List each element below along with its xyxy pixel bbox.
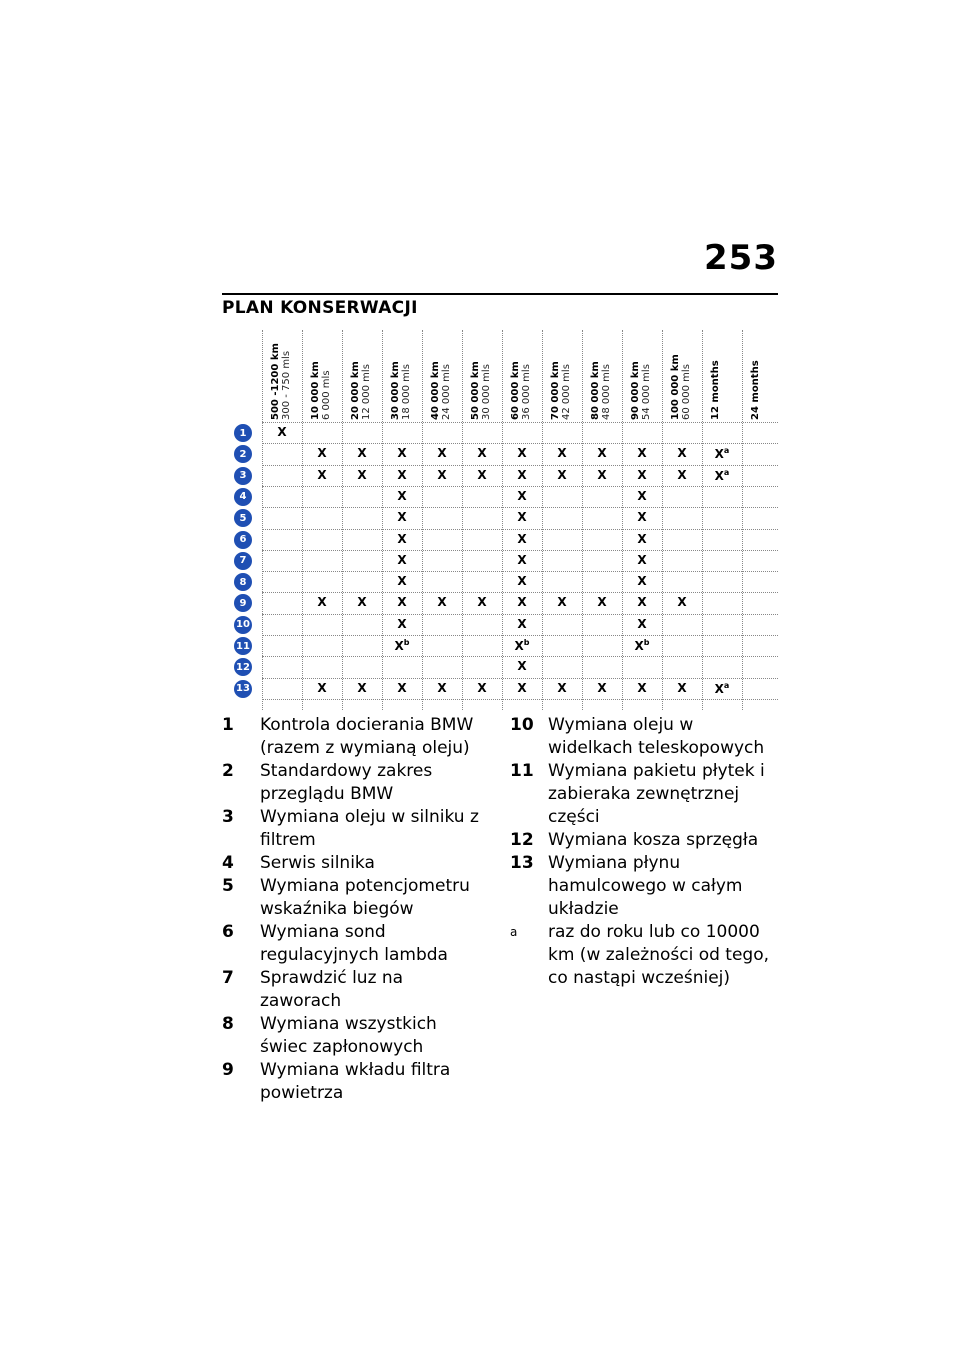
schedule-mark: X	[477, 467, 487, 482]
row-divider	[262, 571, 778, 572]
schedule-mark: X	[637, 616, 647, 631]
footnote-marker: b	[523, 638, 530, 647]
column-header-main: 10 000 km	[310, 361, 321, 420]
schedule-mark: X	[597, 680, 607, 695]
column-divider	[542, 330, 543, 710]
row-divider	[262, 635, 778, 636]
row-divider	[262, 529, 778, 530]
legend-number: 9	[222, 1060, 234, 1080]
schedule-mark: X	[517, 531, 527, 546]
legend-item	[510, 760, 770, 829]
legend-item	[222, 714, 482, 760]
header-rule	[222, 293, 778, 295]
column-divider	[462, 330, 463, 710]
column-divider	[502, 330, 503, 710]
legend-text: Kontrola docierania BMW (razem z wymianą oleju)	[260, 715, 474, 758]
row-number-badge: 1	[234, 424, 252, 442]
row-number-badge: 7	[234, 552, 252, 570]
schedule-mark: X	[397, 510, 407, 525]
row-divider	[262, 422, 778, 423]
column-divider	[702, 330, 703, 710]
legend-number: 3	[222, 807, 234, 827]
schedule-mark: X	[557, 595, 567, 610]
schedule-mark: X	[517, 595, 527, 610]
schedule-mark: $X^a$	[714, 467, 730, 483]
schedule-mark: X	[397, 488, 407, 503]
schedule-mark: X	[357, 446, 367, 461]
column-header	[750, 330, 790, 422]
column-header-sub: 60 000 mls	[681, 364, 692, 420]
schedule-mark: X	[517, 680, 527, 695]
schedule-mark: X	[517, 467, 527, 482]
schedule-mark: X	[437, 446, 447, 461]
column-header-main: 70 000 km	[550, 361, 561, 420]
column-header-main: 50 000 km	[470, 361, 481, 420]
schedule-mark: X	[517, 488, 527, 503]
row-divider	[262, 443, 778, 444]
column-header	[670, 330, 710, 422]
schedule-mark: X	[397, 552, 407, 567]
schedule-mark: X	[477, 595, 487, 610]
schedule-mark: X	[397, 467, 407, 482]
legend-item	[222, 1013, 482, 1059]
schedule-mark: X	[317, 467, 327, 482]
schedule-mark: X	[357, 595, 367, 610]
schedule-mark: $X^a$	[714, 680, 730, 696]
schedule-mark: X	[397, 680, 407, 695]
legend-left	[222, 714, 482, 1105]
legend-right	[510, 714, 770, 990]
row-divider	[262, 550, 778, 551]
legend-item	[510, 921, 770, 990]
schedule-mark: X	[677, 467, 687, 482]
column-header	[590, 330, 630, 422]
schedule-mark: X	[637, 488, 647, 503]
schedule-mark: X	[637, 595, 647, 610]
maintenance-table	[222, 330, 778, 710]
legend-text: Wymiana kosza sprzęgła	[548, 830, 759, 850]
column-header-main: 80 000 km	[590, 361, 601, 420]
column-divider	[662, 330, 663, 710]
legend-number: 10	[510, 715, 534, 735]
schedule-mark: X	[397, 574, 407, 589]
column-header-main: 30 000 km	[390, 361, 401, 420]
legend-text: Wymiana oleju w widelkach teleskopowych	[548, 715, 765, 758]
legend-number: 2	[222, 761, 234, 781]
schedule-mark: X	[677, 595, 687, 610]
row-divider	[262, 465, 778, 466]
row-divider	[262, 507, 778, 508]
column-header-sub: 18 000 mls	[401, 364, 412, 420]
row-divider	[262, 699, 778, 700]
legend-text: Wymiana wszystkich świec zapłonowych	[260, 1014, 437, 1057]
column-header-sub: 24 000 mls	[441, 364, 452, 420]
schedule-mark: X	[437, 680, 447, 695]
row-number-badge: 3	[234, 467, 252, 485]
schedule-mark: X	[597, 446, 607, 461]
legend-item	[222, 852, 482, 875]
legend-text: Standardowy zakres przeglądu BMW	[260, 761, 433, 804]
row-number-badge: 8	[234, 573, 252, 591]
schedule-mark: X	[637, 531, 647, 546]
column-header	[510, 330, 550, 422]
schedule-mark: X	[517, 510, 527, 525]
column-divider	[302, 330, 303, 710]
schedule-mark: X	[677, 680, 687, 695]
footnote-marker: a	[723, 680, 730, 690]
schedule-mark: X	[637, 467, 647, 482]
row-divider	[262, 656, 778, 657]
column-header-main: 90 000 km	[630, 361, 641, 420]
legend-number: 5	[222, 876, 234, 896]
legend-text: raz do roku lub co 10000 km (w zależności od tego, co nastąpi wcześniej)	[548, 922, 770, 988]
row-number-badge: 2	[234, 445, 252, 463]
legend-item	[510, 829, 770, 852]
schedule-mark: X	[517, 446, 527, 461]
column-header	[350, 330, 390, 422]
column-header-main: 12 months	[710, 360, 721, 420]
legend-item	[222, 967, 482, 1013]
column-header	[710, 330, 750, 422]
schedule-mark: X	[557, 446, 567, 461]
schedule-mark: $X^b$	[634, 638, 650, 653]
schedule-mark: X	[357, 467, 367, 482]
row-number-badge: 5	[234, 509, 252, 527]
schedule-mark: X	[557, 467, 567, 482]
schedule-mark: X	[437, 595, 447, 610]
legend-number: 13	[510, 853, 534, 873]
schedule-mark: X	[637, 446, 647, 461]
legend-text: Wymiana sond regulacyjnych lambda	[260, 922, 448, 965]
schedule-mark: X	[597, 467, 607, 482]
column-header-sub: 48 000 mls	[601, 364, 612, 420]
schedule-mark: X	[517, 552, 527, 567]
schedule-mark: X	[317, 446, 327, 461]
section-title: PLAN KONSERWACJI	[222, 298, 418, 318]
column-header	[310, 330, 350, 422]
legend-text: Wymiana pakietu płytek i zabieraka zewnętrznej części	[548, 761, 765, 827]
schedule-mark: X	[317, 680, 327, 695]
schedule-mark: X	[397, 446, 407, 461]
schedule-mark: X	[517, 574, 527, 589]
schedule-mark: X	[557, 680, 567, 695]
column-header-main: 60 000 km	[510, 361, 521, 420]
column-divider	[582, 330, 583, 710]
schedule-mark: X	[477, 680, 487, 695]
row-number-badge: 12	[234, 658, 252, 676]
legend-text: Wymiana oleju w silniku z filtrem	[260, 807, 479, 850]
legend-number: 1	[222, 715, 234, 735]
row-divider	[262, 592, 778, 593]
column-header	[470, 330, 510, 422]
legend-text: Wymiana wkładu filtra powietrza	[260, 1060, 451, 1103]
footnote-marker: b	[643, 638, 650, 647]
column-header-main: 24 months	[750, 360, 761, 420]
column-header	[630, 330, 670, 422]
column-header	[430, 330, 470, 422]
column-header-main: 500 -1200 km	[270, 343, 281, 420]
schedule-mark: $X^b$	[514, 638, 530, 653]
schedule-mark: X	[317, 595, 327, 610]
column-header-sub: 6 000 mls	[321, 370, 332, 420]
column-header-main: 40 000 km	[430, 361, 441, 420]
column-divider	[742, 330, 743, 710]
footnote-marker: a	[723, 467, 730, 477]
legend-item	[510, 714, 770, 760]
column-header-sub: 300 - 750 mls	[281, 350, 292, 420]
legend-text: Sprawdzić luz na zaworach	[260, 968, 404, 1011]
schedule-mark: X	[397, 531, 407, 546]
column-divider	[262, 330, 263, 710]
column-header	[390, 330, 430, 422]
legend-number: 4	[222, 853, 234, 873]
footnote-marker: a	[723, 446, 730, 456]
column-header-sub: 36 000 mls	[521, 364, 532, 420]
schedule-mark: X	[517, 616, 527, 631]
legend-text: Wymiana potencjometru wskaźnika biegów	[260, 876, 470, 919]
row-divider	[262, 678, 778, 679]
footnote-marker: b	[403, 638, 410, 647]
legend-text: Wymiana płynu hamulcowego w całym układzie	[548, 853, 743, 919]
legend-number: 11	[510, 761, 534, 781]
legend-number: 6	[222, 922, 234, 942]
schedule-mark: X	[277, 425, 287, 439]
row-number-badge: 10	[234, 616, 252, 634]
legend-text: Serwis silnika	[260, 853, 375, 873]
schedule-mark: X	[397, 595, 407, 610]
schedule-mark: X	[437, 467, 447, 482]
row-number-badge: 11	[234, 637, 252, 655]
legend-number: 8	[222, 1014, 234, 1034]
column-header-sub: 12 000 mls	[361, 364, 372, 420]
legend-item	[510, 852, 770, 921]
row-divider	[262, 614, 778, 615]
schedule-mark: X	[637, 680, 647, 695]
legend-number: 12	[510, 830, 534, 850]
legend-item	[222, 875, 482, 921]
column-divider	[382, 330, 383, 710]
schedule-mark: X	[597, 595, 607, 610]
legend-item	[222, 921, 482, 967]
schedule-mark: X	[477, 446, 487, 461]
column-header-sub: 42 000 mls	[561, 364, 572, 420]
row-number-badge: 13	[234, 680, 252, 698]
row-number-badge: 6	[234, 531, 252, 549]
schedule-mark: X	[677, 446, 687, 461]
column-header-main: 20 000 km	[350, 361, 361, 420]
legend-item	[222, 760, 482, 806]
column-divider	[622, 330, 623, 710]
schedule-mark: X	[637, 552, 647, 567]
row-number-badge: 4	[234, 488, 252, 506]
legend-number: 7	[222, 968, 234, 988]
schedule-mark: X	[637, 574, 647, 589]
legend-item	[222, 806, 482, 852]
schedule-mark: $X^a$	[714, 446, 730, 462]
page-number: 253	[704, 238, 778, 278]
schedule-mark: X	[357, 680, 367, 695]
column-header	[550, 330, 590, 422]
schedule-mark: $X^b$	[394, 638, 410, 653]
schedule-mark: X	[517, 659, 527, 674]
row-divider	[262, 486, 778, 487]
column-header-sub: 30 000 mls	[481, 364, 492, 420]
schedule-mark: X	[637, 510, 647, 525]
column-header	[270, 330, 310, 422]
column-header-main: 100 000 km	[670, 354, 681, 420]
row-number-badge: 9	[234, 594, 252, 612]
legend-item	[222, 1059, 482, 1105]
column-divider	[342, 330, 343, 710]
schedule-mark: X	[397, 616, 407, 631]
legend-number: a	[510, 925, 518, 939]
column-divider	[422, 330, 423, 710]
column-header-sub: 54 000 mls	[641, 364, 652, 420]
